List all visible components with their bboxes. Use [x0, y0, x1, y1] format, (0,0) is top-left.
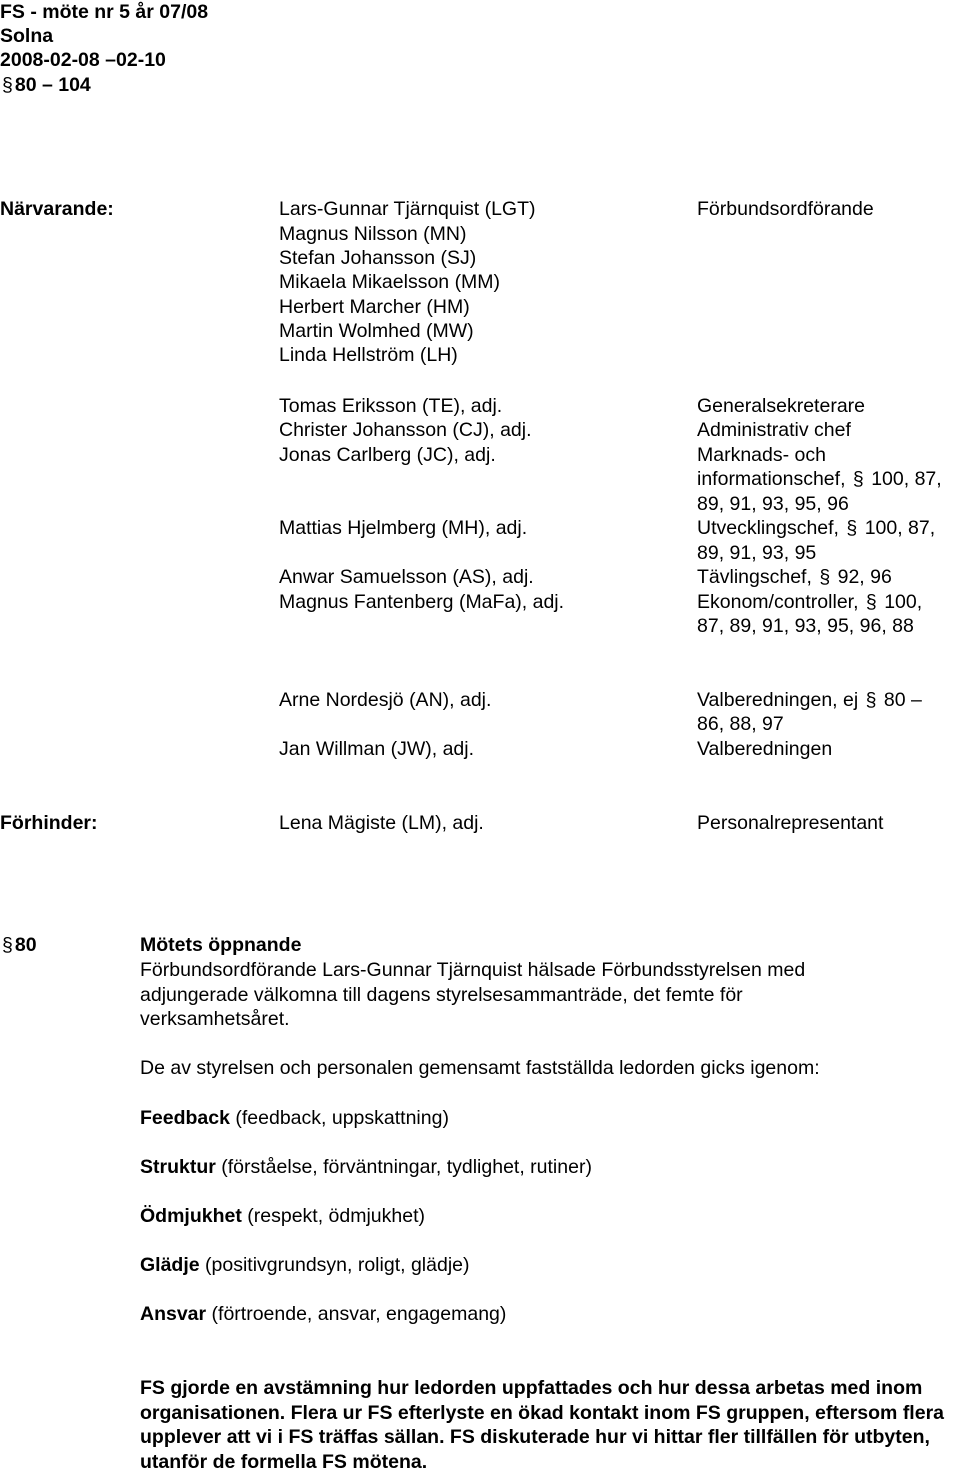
- adjunct-role-text: Tävlingschef,: [697, 566, 812, 588]
- adjunct-role: [697, 565, 892, 590]
- adjunct-name: Jonas Carlberg (JC), adj.: [279, 444, 496, 466]
- chair-role: Förbundsordförande: [697, 198, 874, 220]
- adjunct-role: [697, 688, 922, 713]
- adjunct-role-text: Valberedningen, ej: [697, 689, 859, 711]
- section-number: [0, 933, 37, 958]
- keyword: Glädje: [140, 1254, 200, 1276]
- paragraph-icon: §: [865, 689, 877, 711]
- adjunct-name: Magnus Fantenberg (MaFa), adj.: [279, 591, 565, 613]
- keyword-desc: (feedback, uppskattning): [229, 1107, 449, 1129]
- adjunct-role-text: Utvecklingschef,: [697, 517, 839, 539]
- adjunct-role: Administrativ chef: [697, 419, 851, 441]
- adjunct-role-paragraphs: 86, 88, 97: [697, 713, 784, 735]
- section-body: Förbundsordförande Lars-Gunnar Tjärnquist hälsade Förbundsstyrelsen med adjungerade välkomna till dagens styrelsesammanträde, det femte för verksamhetsåret.: [140, 959, 806, 1030]
- member-name: Martin Wolmhed (MW): [279, 320, 474, 342]
- absent-label: Förhinder:: [0, 812, 98, 834]
- member-name: Lars-Gunnar Tjärnquist (LGT): [279, 198, 536, 220]
- member-name: Herbert Marcher (HM): [279, 296, 470, 318]
- adjunct-role-paragraphs: 100,: [884, 591, 923, 613]
- paragraph-range: [0, 73, 91, 98]
- keyword: Ödmjukhet: [140, 1205, 242, 1227]
- keyword-item: [140, 1302, 506, 1327]
- adjunct-role: Generalsekreterare: [697, 395, 865, 417]
- adjunct-name: Anwar Samuelsson (AS), adj.: [279, 566, 534, 588]
- member-name: Stefan Johansson (SJ): [279, 247, 477, 269]
- absent-name: Lena Mägiste (LM), adj.: [279, 812, 484, 834]
- adjunct-role-text: Ekonom/controller,: [697, 591, 859, 613]
- paragraph-icon: §: [2, 74, 13, 96]
- adjunct-role-paragraphs: 87, 89, 91, 93, 95, 96, 88: [697, 615, 914, 637]
- keyword-item: [140, 1106, 449, 1131]
- section-conclusion: FS gjorde en avstämning hur ledorden uppfattades och hur dessa arbetas med inom organisationen. Flera ur FS efterlyste en ökad kontakt inom FS gruppen, eftersom flera upplever att vi i FS träffas sällan. FS diskuterade hur vi hittar fler tillfällen för utbyten, utanför de formella FS mötena.: [140, 1377, 945, 1473]
- paragraph-icon: §: [865, 591, 877, 613]
- adjunct-role-paragraphs: 100, 87,: [864, 517, 936, 539]
- adjunct-role-paragraphs: 80 –: [883, 689, 922, 711]
- member-name: Magnus Nilsson (MN): [279, 223, 467, 245]
- meeting-dates: 2008-02-08 –02-10: [0, 49, 166, 71]
- adjunct-role-paragraphs: 92, 96: [837, 566, 892, 588]
- keyword-desc: (förtroende, ansvar, engagemang): [206, 1303, 507, 1325]
- adjunct-name: Mattias Hjelmberg (MH), adj.: [279, 517, 528, 539]
- adjunct-role-paragraphs: 100, 87,: [871, 468, 942, 490]
- adjunct-name: Arne Nordesjö (AN), adj.: [279, 689, 492, 711]
- keyword-item: [140, 1204, 425, 1229]
- section-intro: De av styrelsen och personalen gemensamt fastställda ledorden gicks igenom:: [140, 1057, 820, 1079]
- adjunct-role-paragraphs: 89, 91, 93, 95: [697, 542, 817, 564]
- keyword-item: [140, 1155, 592, 1180]
- adjunct-role: Marknads- och: [697, 444, 826, 466]
- adjunct-name: Christer Johansson (CJ), adj.: [279, 419, 532, 441]
- member-name: Mikaela Mikaelsson (MM): [279, 271, 501, 293]
- adjunct-role: [697, 516, 935, 541]
- paragraph-icon: §: [819, 566, 831, 588]
- keyword: Feedback: [140, 1107, 230, 1129]
- paragraph-icon: §: [2, 934, 13, 956]
- member-name: Linda Hellström (LH): [279, 344, 458, 366]
- paragraph-icon: §: [852, 468, 864, 490]
- adjunct-role-paragraphs: 89, 91, 93, 95, 96: [697, 493, 849, 515]
- paragraph-range-value: 80 – 104: [14, 74, 91, 96]
- meeting-location: Solna: [0, 25, 54, 47]
- absent-role: Personalrepresentant: [697, 812, 884, 834]
- adjunct-role: [697, 590, 922, 615]
- keyword: Ansvar: [140, 1303, 207, 1325]
- section-heading: Mötets öppnande: [140, 934, 302, 956]
- section-number-value: 80: [14, 934, 37, 956]
- paragraph-icon: §: [846, 517, 858, 539]
- document-title: FS - möte nr 5 år 07/08: [0, 1, 209, 23]
- keyword-desc: (förståelse, förväntningar, tydlighet, rutiner): [215, 1156, 592, 1178]
- adjunct-name: Tomas Eriksson (TE), adj.: [279, 395, 503, 417]
- keyword-item: [140, 1253, 470, 1278]
- keyword-desc: (respekt, ödmjukhet): [241, 1205, 425, 1227]
- keyword-desc: (positivgrundsyn, roligt, glädje): [199, 1254, 470, 1276]
- adjunct-role-cont: [697, 467, 942, 492]
- present-label: Närvarande:: [0, 198, 114, 220]
- keyword: Struktur: [140, 1156, 216, 1178]
- adjunct-role: Valberedningen: [697, 738, 833, 760]
- adjunct-name: Jan Willman (JW), adj.: [279, 738, 475, 760]
- adjunct-role-text: informationschef,: [697, 468, 846, 490]
